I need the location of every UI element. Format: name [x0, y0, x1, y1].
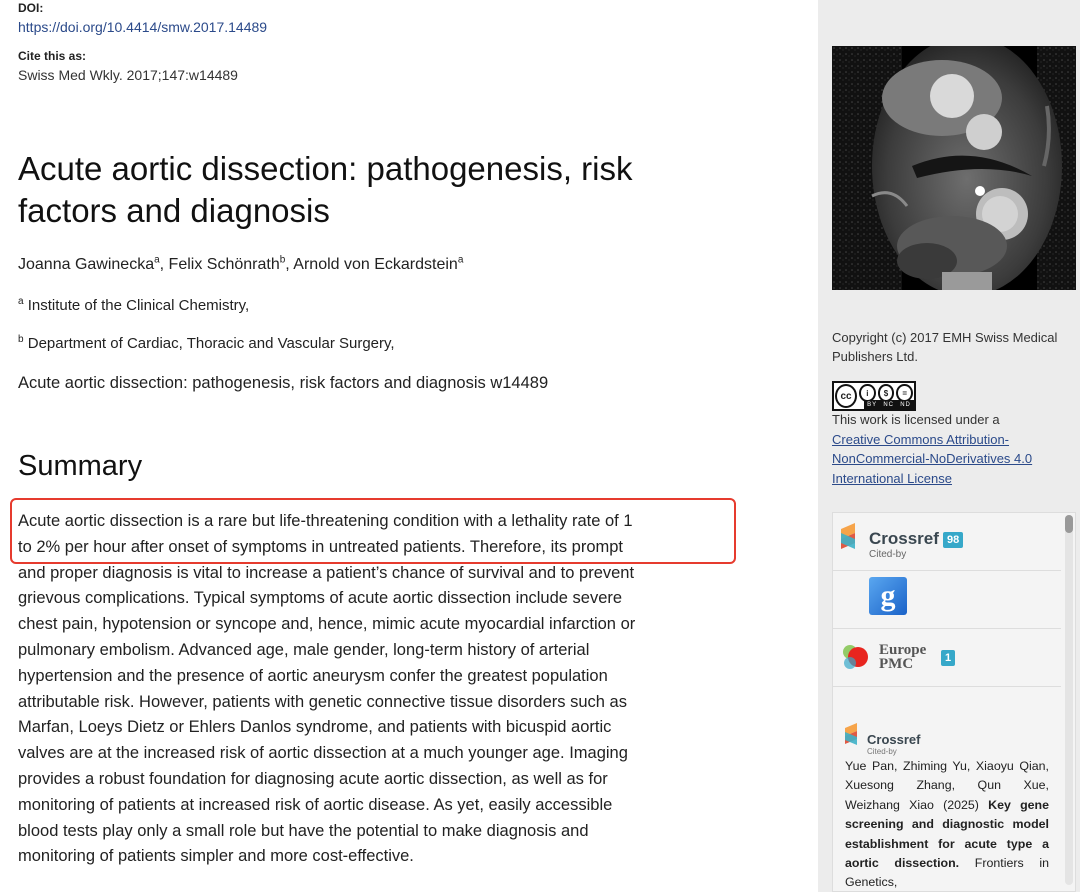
summary-line: hypertension and the presence of aortic aneurysm confer the greatest population [18, 666, 608, 685]
summary-line: attributable risk. However, patients with genetic connective tissue disorders such as [18, 692, 627, 711]
affil-text: Institute of the Clinical Chemistry, [27, 297, 250, 314]
affil-sup: b [18, 334, 24, 345]
crossref-label: Crossref [869, 529, 939, 548]
article-title: Acute aortic dissection: pathogenesis, risk factors and diagnosis [18, 150, 633, 229]
summary-heading: Summary [18, 450, 143, 482]
ct-scan-image[interactable] [832, 46, 1076, 290]
copyright-text: Copyright (c) 2017 EMH Swiss Medical Publishers Ltd. [832, 330, 1058, 364]
europe-pmc-line2: PMC [879, 656, 914, 672]
cc-tag: BY [867, 401, 878, 408]
summary-line: monitoring of patients simpler and more cost-effective. [18, 847, 414, 866]
license-intro: This work is licensed under a [832, 412, 1000, 427]
license-link-line: Creative Commons Attribution- [832, 431, 1010, 447]
author-affil-sup: a [154, 254, 160, 266]
summary-line: valves are at the increased risk of aortic dissection at a much younger age. Imaging [18, 744, 628, 763]
author-affil-sup: b [279, 254, 286, 266]
summary-line: provides a robust foundation for diagnosing acute aortic dissection, as well as for [18, 769, 608, 788]
license-text [832, 410, 1072, 488]
crossref-small-logo-icon [845, 723, 863, 749]
cite-value: Swiss Med Wkly. 2017;147:w14489 [18, 67, 238, 83]
citing-article-entry[interactable] [845, 757, 1049, 892]
noncommercial-icon: $ [878, 384, 895, 402]
affiliation-b [18, 335, 395, 352]
citations-widget [832, 512, 1076, 892]
doi-link[interactable]: https://doi.org/10.4414/smw.2017.14489 [18, 19, 268, 35]
license-link[interactable] [832, 432, 1032, 486]
affil-sup: a [18, 296, 24, 307]
summary-line: pulmonary embolism. Advanced age, male gender, long-term history of arterial [18, 640, 590, 659]
summary-line: Acute aortic dissection is a rare but life-threatening condition with a lethality rate of 1 [18, 512, 633, 530]
google-scholar-row[interactable] [833, 571, 1061, 629]
author-name[interactable]: Joanna Gawinecka [18, 256, 155, 273]
summary-line: blood tests play only a small role but have the potential to make diagnosis and [18, 821, 589, 840]
doi-label: DOI: [18, 1, 44, 15]
cc-badge-tags [864, 400, 914, 409]
summary-line: and proper diagnosis is vital to increase a patient’s chance of survival and to prevent [18, 563, 635, 582]
google-scholar-icon[interactable]: g [869, 577, 907, 615]
sidebar [818, 0, 1080, 892]
summary-line: chest pain, hypotension or syncope and, hence, mimic acute myocardial infarction or [18, 615, 636, 634]
crossref-citation-row[interactable] [833, 513, 1061, 571]
doi-value [18, 19, 267, 35]
summary-line: to 2% per hour after onset of symptoms in untreated patients. Therefore, its prompt [18, 537, 624, 556]
europe-pmc-label [879, 643, 926, 671]
annotation-highlight-box [10, 498, 736, 564]
crossref-sub: Cited-by [869, 549, 907, 560]
cc-icon: cc [835, 384, 857, 408]
author-name[interactable]: Arnold von Eckardstein [293, 256, 458, 273]
author-affil-sup: a [457, 254, 464, 266]
author-list: Joanna Gawinecka$^a$, Felix Schönrath$^b$, Arnold von Eckardstein$^a$ [18, 254, 464, 273]
summary-line: grievous complications. Typical symptoms of acute aortic dissection include severe [18, 589, 623, 608]
europe-pmc-logo-icon [841, 641, 873, 673]
author-name[interactable]: Felix Schönrath [168, 256, 280, 273]
crossref-small-sub: Cited-by [867, 747, 897, 756]
affil-text: Department of Cardiac, Thoracic and Vascular Surgery, [27, 335, 395, 352]
crossref-count-badge[interactable]: 98 [943, 532, 963, 548]
crossref-logo-icon [841, 523, 863, 553]
europe-pmc-count-badge[interactable]: 1 [941, 650, 955, 666]
summary-line: Marfan, Loeys Dietz or Ehlers Danlos syndrome, and patients with bicuspid aortic [18, 718, 612, 737]
license-link-line: NonCommercial-NoDerivatives 4.0 [832, 451, 1033, 466]
license-link-line: International License [832, 470, 952, 486]
attribution-icon: i [859, 384, 876, 402]
citing-journal: Frontiers in Genetics, [845, 856, 1049, 890]
citing-authors: Yue Pan, Zhiming Yu, Xiaoyu Qian, Xuesong Zhang, Qun Xue, Weizhang Xiao (2025) [845, 759, 1049, 812]
cite-label: Cite this as: [18, 49, 87, 63]
scrollbar-thumb[interactable] [1065, 515, 1073, 533]
europe-pmc-line1: Europe [879, 642, 927, 658]
cc-license-badge[interactable] [832, 381, 916, 411]
europe-pmc-row[interactable] [833, 629, 1061, 687]
citing-title[interactable]: Key gene screening and diagnostic model establishment for acute type a aortic dissection. [845, 797, 1049, 871]
noderivatives-icon: = [896, 384, 913, 402]
crossref-small-label: Crossref [867, 732, 921, 747]
cc-tag: ND [900, 401, 911, 408]
cc-tag: NC [883, 401, 894, 408]
summary-line: monitoring of patients at increased risk of aortic disease. As yet, easily accessible [18, 795, 613, 814]
widget-scrollbar[interactable] [1065, 515, 1073, 885]
affiliation-a [18, 297, 249, 314]
citation-line: Acute aortic dissection: pathogenesis, risk factors and diagnosis w14489 [18, 374, 549, 392]
